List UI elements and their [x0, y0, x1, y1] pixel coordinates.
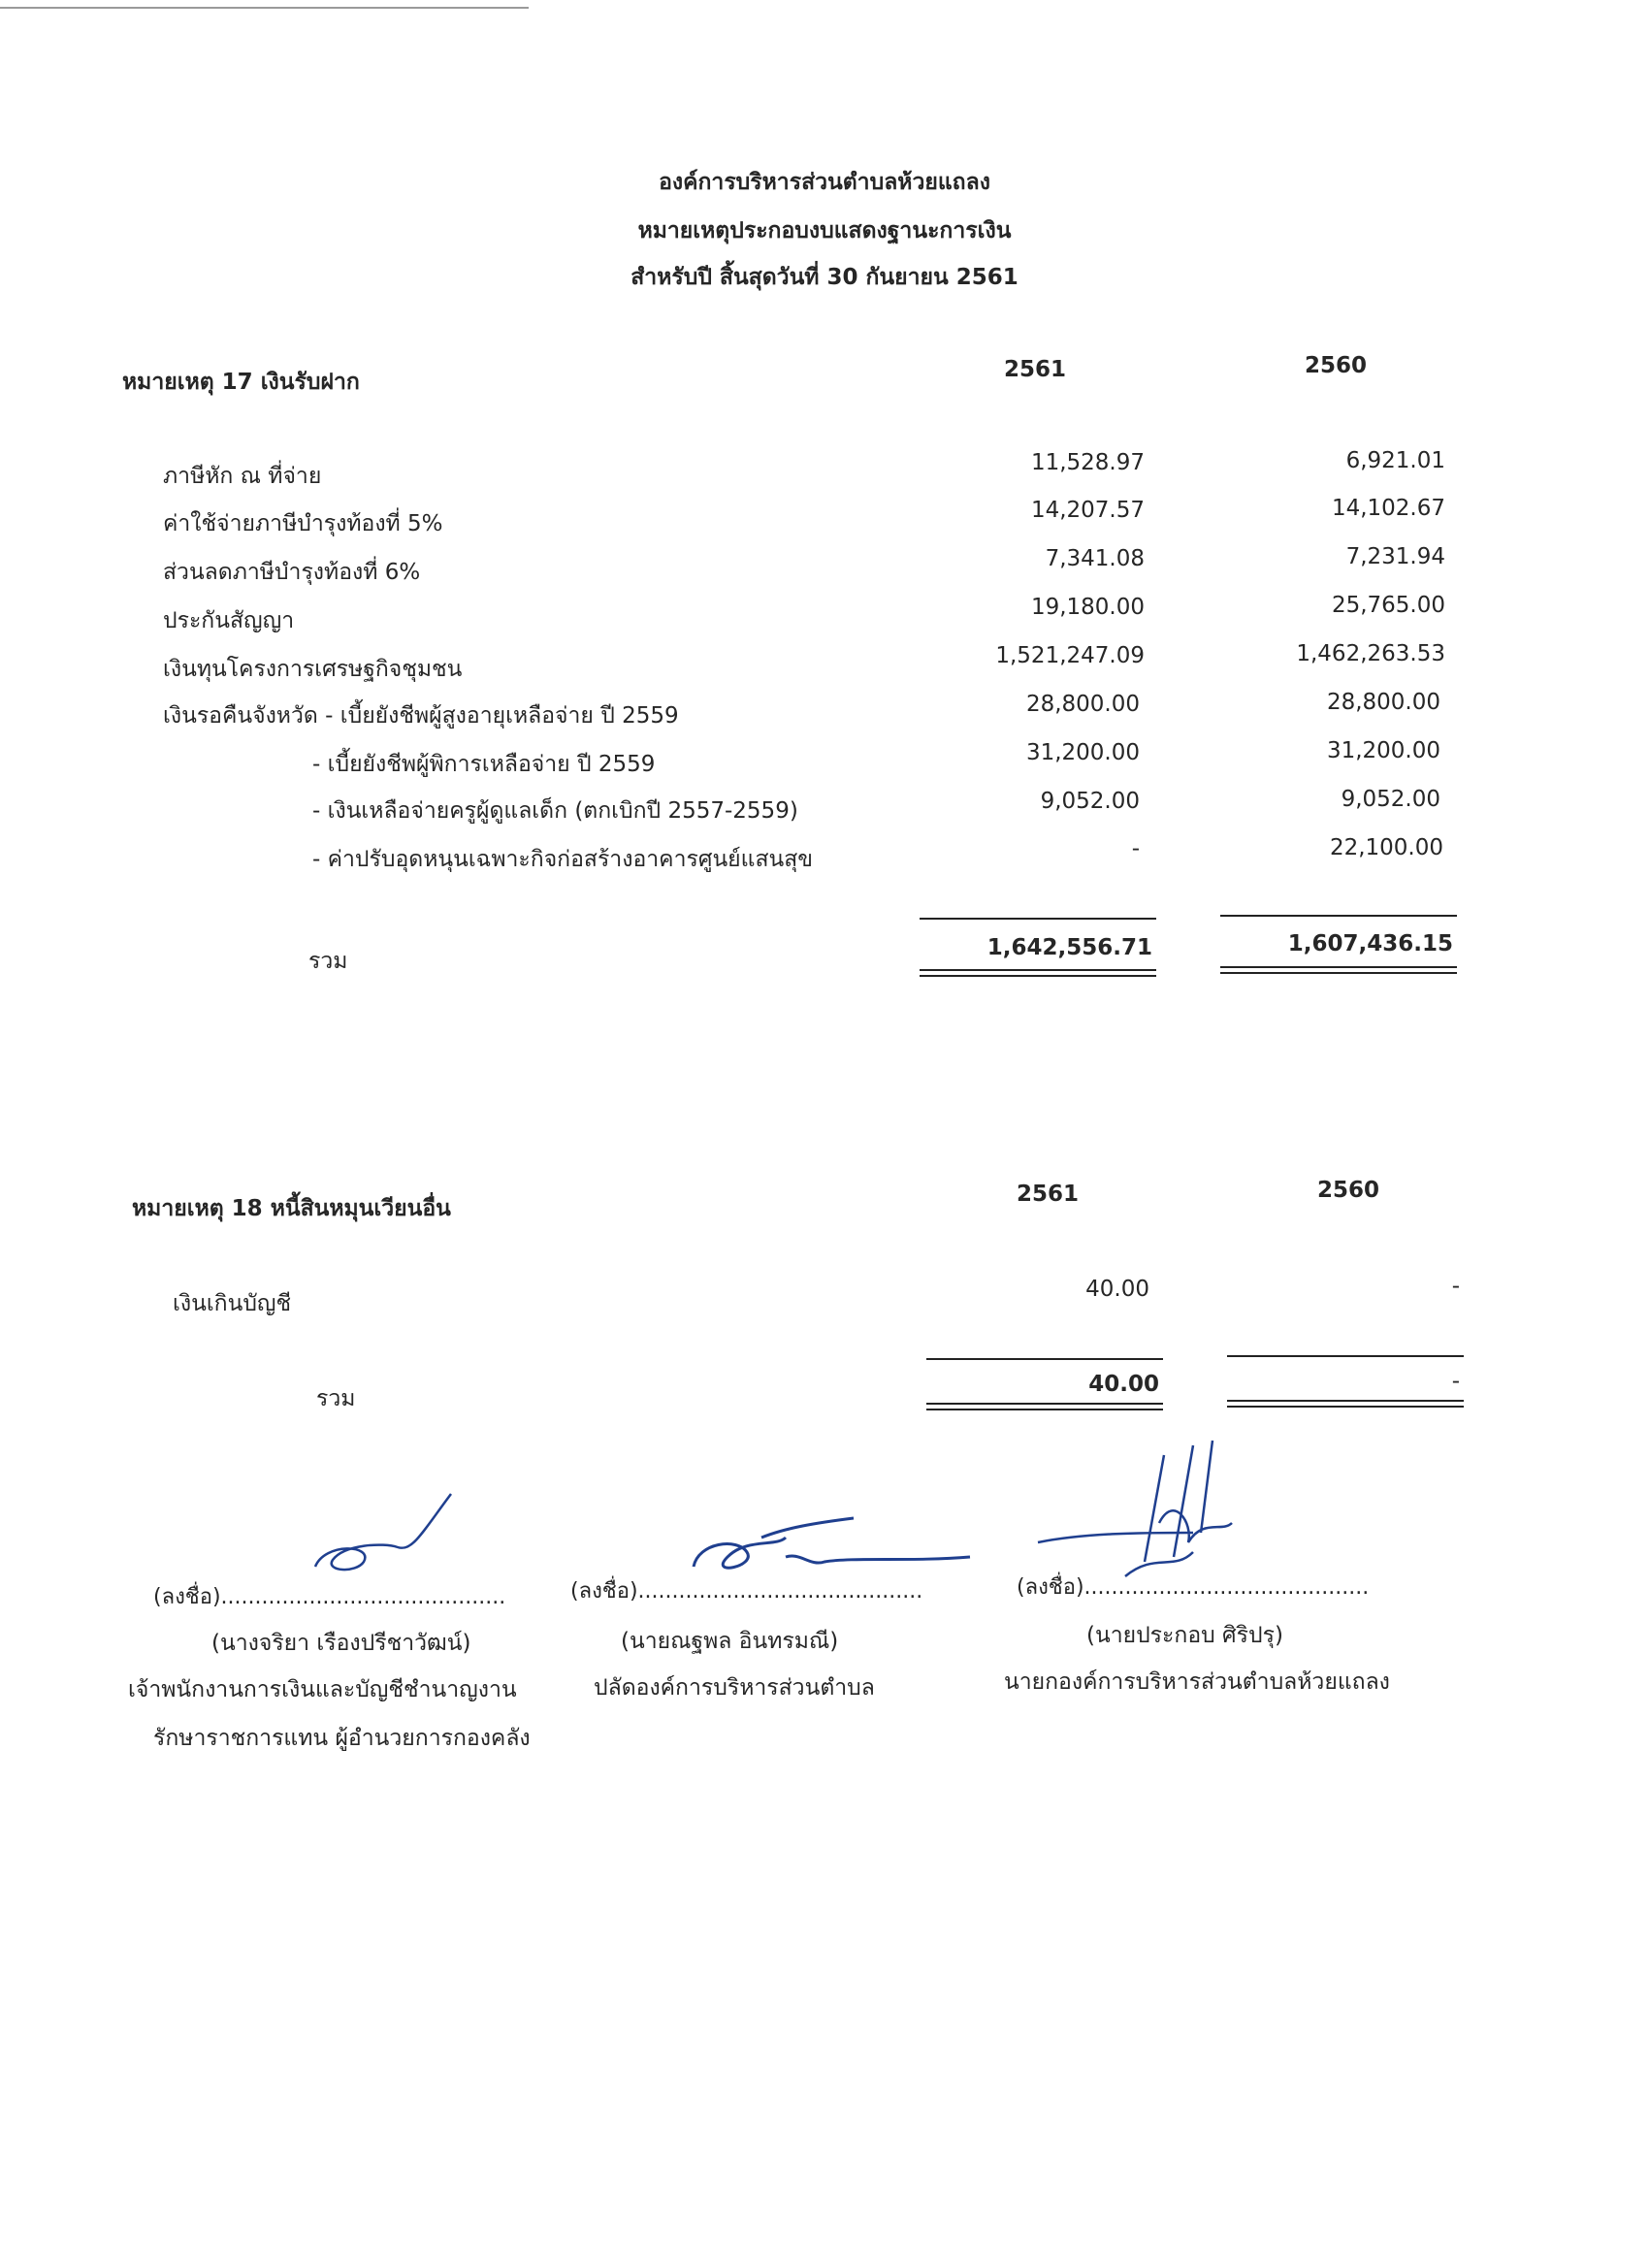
note17-heading: หมายเหตุ 17 เงินรับฝาก: [122, 370, 360, 395]
note17-row-prior: 14,102.67: [1331, 496, 1445, 521]
note17-row-current: 1,521,247.09: [995, 643, 1145, 668]
note18-double-rule-prior: [1227, 1406, 1464, 1408]
note18-total-prior: -: [1451, 1369, 1460, 1394]
note17-row-current: 31,200.00: [1025, 740, 1140, 765]
note18-total-label: รวม: [316, 1386, 356, 1411]
signature-1-position-2: รักษาราชการแทน ผู้อำนวยการกองคลัง: [153, 1726, 531, 1751]
note17-row-prior: 9,052.00: [1341, 787, 1440, 812]
note17-double-rule-current: [920, 969, 1156, 971]
note17-total-label: รวม: [308, 949, 348, 974]
note18-row-prior: -: [1451, 1274, 1460, 1299]
note18-double-rule-current: [926, 1403, 1163, 1405]
note17-row-label: ภาษีหัก ณ ที่จ่าย: [163, 464, 322, 489]
scan-top-edge-line: [0, 7, 529, 9]
note17-row-current: 14,207.57: [1030, 498, 1145, 523]
note18-subtotal-rule-prior: [1227, 1355, 1464, 1357]
signature-1-image: [306, 1474, 470, 1581]
note17-subtotal-rule-current: [920, 918, 1156, 920]
note17-row-prior: 22,100.00: [1329, 835, 1443, 860]
note18-double-rule-prior: [1227, 1400, 1464, 1402]
note17-row-prior: 28,800.00: [1326, 690, 1440, 715]
note18-subtotal-rule-current: [926, 1358, 1163, 1360]
note17-subtotal-rule-prior: [1220, 915, 1457, 917]
note17-double-rule-prior: [1220, 972, 1457, 974]
period-line: สำหรับปี สิ้นสุดวันที่ 30 กันยายน 2561: [630, 265, 1018, 290]
note17-row-label: ส่วนลดภาษีบำรุงท้องที่ 6%: [163, 560, 421, 585]
note18-row-label: เงินเกินบัญชี: [173, 1291, 292, 1316]
signature-1-sign-line: (ลงชื่อ)..........................................: [153, 1585, 506, 1609]
note17-double-rule-prior: [1220, 966, 1457, 968]
organization-name: องค์การบริหารส่วนตำบลห้วยแถลง: [659, 170, 990, 195]
note17-total-prior: 1,607,436.15: [1287, 931, 1453, 956]
note17-row-prior: 6,921.01: [1345, 448, 1445, 473]
note17-row-prior: 25,765.00: [1331, 593, 1445, 618]
note17-row-current: 28,800.00: [1025, 692, 1140, 717]
signature-3-name: (นายประกอบ ศิริปรุ): [1086, 1623, 1283, 1648]
note17-total-current: 1,642,556.71: [986, 935, 1152, 960]
note17-row-current: 7,341.08: [1045, 546, 1145, 571]
signature-2-name: (นายณฐพล อินทรมณี): [621, 1629, 839, 1654]
note17-row-label: เงินทุนโครงการเศรษฐกิจชุมชน: [163, 657, 463, 682]
signature-1-position: เจ้าพนักงานการเงินและบัญชีชำนาญงาน: [128, 1677, 517, 1702]
note17-row-label: เงินรอคืนจังหวัด - เบี้ยยังชีพผู้สูงอายุเหลือจ่าย ปี 2559: [163, 703, 679, 729]
note17-row-current: 9,052.00: [1040, 789, 1140, 814]
note17-row-current: -: [1131, 836, 1140, 861]
note18-total-current: 40.00: [1088, 1372, 1159, 1397]
note18-heading: หมายเหตุ 18 หนี้สินหมุนเวียนอื่น: [132, 1196, 451, 1221]
note17-row-current: 11,528.97: [1030, 450, 1145, 475]
signature-2-position: ปลัดองค์การบริหารส่วนตำบล: [594, 1675, 875, 1701]
signature-3-image: [1028, 1436, 1280, 1591]
signature-3-sign-line: (ลงชื่อ)..........................................: [1017, 1575, 1370, 1600]
signature-3-position: นายกองค์การบริหารส่วนตำบลห้วยแถลง: [1004, 1669, 1390, 1695]
note17-row-prior: 7,231.94: [1345, 544, 1445, 569]
note18-year-current: 2561: [1017, 1182, 1080, 1207]
note18-double-rule-current: [926, 1409, 1163, 1410]
document-title: หมายเหตุประกอบงบแสดงฐานะการเงิน: [637, 218, 1012, 243]
signature-2-sign-line: (ลงชื่อ)..........................................: [570, 1579, 923, 1604]
note17-row-label: - ค่าปรับอุดหนุนเฉพาะกิจก่อสร้างอาคารศูนย์แสนสุข: [312, 847, 813, 872]
note17-year-current: 2561: [1004, 357, 1067, 382]
note17-row-prior: 31,200.00: [1326, 738, 1440, 763]
note17-row-label: - เงินเหลือจ่ายครูผู้ดูแลเด็ก (ตกเบิกปี 2557-2559): [312, 798, 798, 824]
note17-row-label: ประกันสัญญา: [163, 608, 295, 633]
note17-row-current: 19,180.00: [1030, 595, 1145, 620]
note17-year-prior: 2560: [1305, 353, 1368, 378]
note17-row-label: - เบี้ยยังชีพผู้พิการเหลือจ่าย ปี 2559: [312, 752, 656, 777]
note17-row-label: ค่าใช้จ่ายภาษีบำรุงท้องที่ 5%: [163, 511, 443, 536]
note17-row-prior: 1,462,263.53: [1296, 641, 1445, 666]
note18-year-prior: 2560: [1317, 1178, 1380, 1203]
note17-double-rule-current: [920, 975, 1156, 977]
signature-1-name: (นางจริยา เรืองปรีชาวัฒน์): [211, 1631, 471, 1656]
note18-row-current: 40.00: [1085, 1277, 1149, 1302]
